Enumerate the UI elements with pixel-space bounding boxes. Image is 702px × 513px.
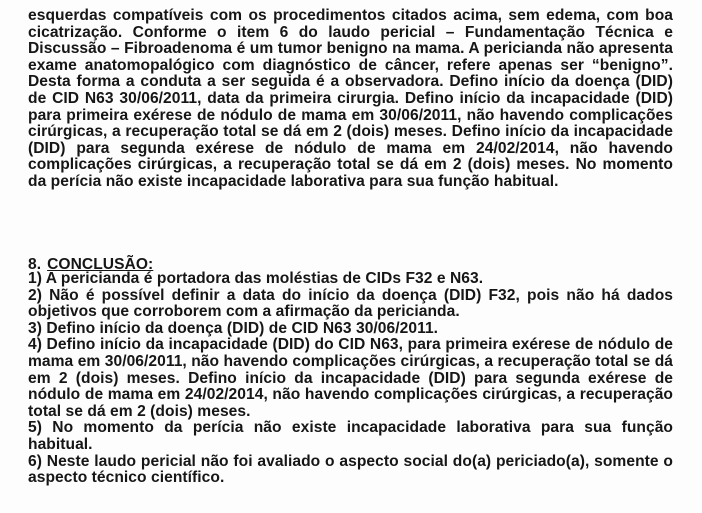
findings-paragraph: esquerdas compatíveis com os procedimentos citados acima, sem edema, com boa cicatrização. Conforme o item 6 do laudo pericial – Fundamentação Técnica e Discussão – Fibroadenoma é um tumor benigno na mama. A pericianda não apresenta exame anatomopalógico com diagnóstico de câncer, refere apenas ser “benigno”. Desta forma a conduta a ser seguida é a observadora. Defino início da doença (DID) de CID N63 30/06/2011, data da primeira cirurgia. Defino início da incapacidade (DID) para primeira exérese de nódulo de mama em 30/06/2011, não havendo complicações cirúrgicas, a recuperação total se dá em 2 (dois) meses. Defino início da incapacidade (DID) para segunda exérese de nódulo de mama em 24/02/2014, não havendo complicações cirúrgicas, a recuperação total se dá em 2 (dois) meses. No momento da perícia não existe incapacidade laborativa para sua função habitual. (28, 7, 673, 190)
conclusion-item: 2) Não é possível definir a data do início da doença (DID) F32, pois não há dados objetivos que corroborem com a afirmação da pericianda. (28, 286, 673, 321)
conclusion-item: 3) Defino início da doença (DID) de CID N63 30/06/2011. (28, 319, 439, 337)
conclusion-item: 4) Defino início da incapacidade (DID) do CID N63, para primeira exérese de nódulo de mama em 30/06/2011, não havendo complicações cirúrgicas, a recuperação total se dá em 2 (dois) meses. Defino início da incapacidade (DID) para segunda exérese de nódulo de mama em 24/02/2014, não havendo complicações cirúrgicas, a recuperação total se dá em 2 (dois) meses. (28, 336, 673, 420)
conclusion-item: 5) No momento da perícia não existe incapacidade laborativa para sua função habitual. (28, 419, 673, 453)
section-number: 8. (28, 256, 42, 273)
conclusion-list (28, 271, 673, 487)
conclusion-item: 1) A pericianda é portadora das moléstias de CIDs F32 e N63. (28, 270, 484, 287)
conclusion-item: 6) Neste laudo pericial não foi avaliado o aspecto social do(a) periciado(a), somente o aspecto técnico científico. (28, 452, 673, 487)
section-title: CONCLUSÃO: (47, 256, 154, 273)
